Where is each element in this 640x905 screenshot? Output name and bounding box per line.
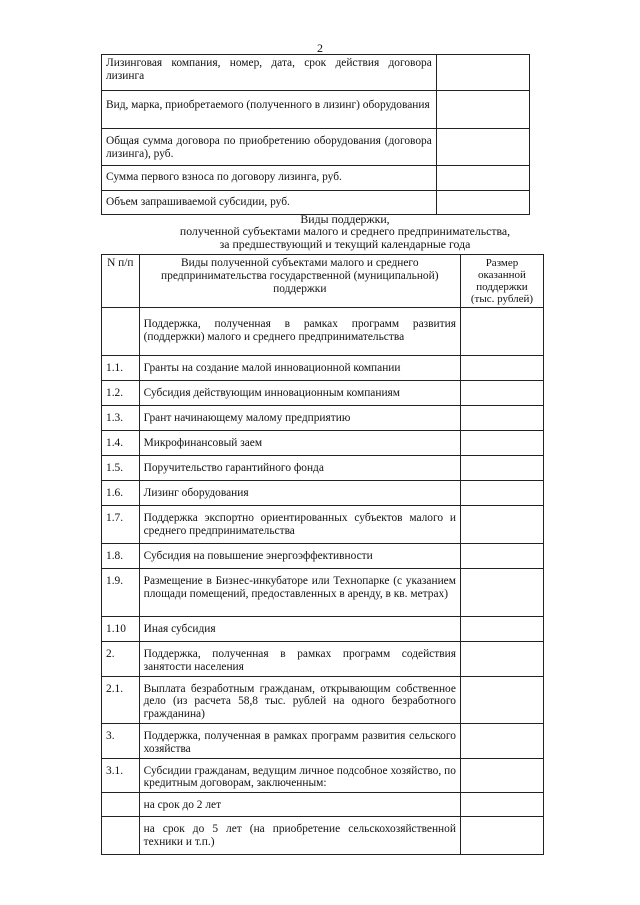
table-row bbox=[102, 381, 544, 406]
support-amount-cell[interactable] bbox=[460, 817, 543, 855]
support-type: Размещение в Бизнес-инкубаторе или Технопарке (с указанием площади помещений, предоставленных в аренду, в кв. метрах) bbox=[139, 569, 460, 617]
support-type: Гранты на создание малой инновационной компании bbox=[139, 356, 460, 381]
support-section-heading bbox=[150, 213, 540, 250]
support-type: Грант начинающему малому предприятию bbox=[139, 406, 460, 431]
table-row bbox=[102, 91, 530, 129]
table-row bbox=[102, 356, 544, 381]
support-amount-cell[interactable] bbox=[460, 456, 543, 481]
row-number: 1.7. bbox=[102, 506, 140, 544]
support-type: Иная субсидия bbox=[139, 617, 460, 642]
support-amount-cell[interactable] bbox=[460, 406, 543, 431]
support-type: Субсидия действующим инновационным компаниям bbox=[139, 381, 460, 406]
support-table bbox=[101, 254, 544, 855]
support-type: Поддержка, полученная в рамках программ развития сельского хозяйства bbox=[139, 723, 460, 758]
row-number: 2.1. bbox=[102, 676, 140, 723]
support-amount-cell[interactable] bbox=[460, 544, 543, 569]
leasing-info-table bbox=[101, 54, 530, 215]
row-number bbox=[102, 817, 140, 855]
row-number: 1.1. bbox=[102, 356, 140, 381]
support-amount-cell[interactable] bbox=[460, 758, 543, 793]
row-label: Вид, марка, приобретаемого (полученного в лизинг) оборудования bbox=[102, 91, 437, 129]
table-row bbox=[102, 676, 544, 723]
heading-line: за предшествующий и текущий календарные года bbox=[219, 236, 471, 251]
table-row bbox=[102, 55, 530, 91]
table-row bbox=[102, 481, 544, 506]
table-row bbox=[102, 308, 544, 356]
table-row bbox=[102, 129, 530, 166]
support-type: Выплата безработным гражданам, открывающим собственное дело (из расчета 58,8 тыс. рублей на одного безработного гражданина) bbox=[139, 676, 460, 723]
support-amount-cell[interactable] bbox=[460, 506, 543, 544]
table-row bbox=[102, 431, 544, 456]
support-amount-cell[interactable] bbox=[460, 793, 543, 817]
table-row bbox=[102, 723, 544, 758]
row-number bbox=[102, 308, 140, 356]
row-number: 1.3. bbox=[102, 406, 140, 431]
support-type: Субсидия на повышение энергоэффективности bbox=[139, 544, 460, 569]
table-row bbox=[102, 642, 544, 677]
table-row bbox=[102, 456, 544, 481]
row-number: 2. bbox=[102, 642, 140, 677]
table-row bbox=[102, 617, 544, 642]
table-row bbox=[102, 191, 530, 215]
header-row bbox=[102, 255, 544, 308]
row-number: 3.1. bbox=[102, 758, 140, 793]
row-number: 3. bbox=[102, 723, 140, 758]
row-number bbox=[102, 793, 140, 817]
table-row bbox=[102, 793, 544, 817]
support-amount-cell[interactable] bbox=[460, 642, 543, 677]
support-type: Лизинг оборудования bbox=[139, 481, 460, 506]
table-row bbox=[102, 406, 544, 431]
table-row bbox=[102, 758, 544, 793]
table-row bbox=[102, 166, 530, 191]
table-row bbox=[102, 817, 544, 855]
heading-line: Виды поддержки, bbox=[300, 212, 390, 226]
support-type: Поддержка экспортно ориентированных субъектов малого и среднего предпринимательства bbox=[139, 506, 460, 544]
page-number: 2 bbox=[317, 41, 323, 55]
support-amount-cell[interactable] bbox=[460, 481, 543, 506]
support-amount-cell[interactable] bbox=[460, 723, 543, 758]
support-amount-cell[interactable] bbox=[460, 431, 543, 456]
support-type: Поручительство гарантийного фонда bbox=[139, 456, 460, 481]
support-type: на срок до 5 лет (на приобретение сельскохозяйственной техники и т.п.) bbox=[139, 817, 460, 855]
row-number: 1.10 bbox=[102, 617, 140, 642]
row-label: Общая сумма договора по приобретению оборудования (договора лизинга), руб. bbox=[102, 129, 437, 166]
value-cell[interactable] bbox=[436, 55, 529, 91]
row-label: Объем запрашиваемой субсидии, руб. bbox=[102, 191, 437, 215]
row-label: Лизинговая компания, номер, дата, срок действия договора лизинга bbox=[102, 55, 437, 91]
row-number: 1.9. bbox=[102, 569, 140, 617]
support-amount-cell[interactable] bbox=[460, 381, 543, 406]
row-number: 1.4. bbox=[102, 431, 140, 456]
support-type: Субсидии гражданам, ведущим личное подсобное хозяйство, по кредитным договорам, заключенным: bbox=[139, 758, 460, 793]
row-number: 1.2. bbox=[102, 381, 140, 406]
value-cell[interactable] bbox=[436, 91, 529, 129]
support-type: Поддержка, полученная в рамках программ содействия занятости населения bbox=[139, 642, 460, 677]
support-amount-cell[interactable] bbox=[460, 569, 543, 617]
row-number: 1.5. bbox=[102, 456, 140, 481]
support-type: Поддержка, полученная в рамках программ развития (поддержки) малого и среднего предпринимательства bbox=[139, 308, 460, 356]
row-number: 1.6. bbox=[102, 481, 140, 506]
support-amount-cell[interactable] bbox=[460, 356, 543, 381]
support-type: Микрофинансовый заем bbox=[139, 431, 460, 456]
table-row bbox=[102, 569, 544, 617]
support-amount-cell[interactable] bbox=[460, 676, 543, 723]
header-size: Размер оказанной поддержки (тыс. рублей) bbox=[460, 255, 543, 308]
header-name: Виды полученной субъектами малого и среднего предпринимательства государственной (муниципальной) поддержки bbox=[139, 255, 460, 308]
row-number: 1.8. bbox=[102, 544, 140, 569]
header-num: N п/п bbox=[102, 255, 140, 308]
table-row bbox=[102, 544, 544, 569]
value-cell[interactable] bbox=[436, 129, 529, 166]
heading-line: полученной субъектами малого и среднего предпринимательства, bbox=[179, 224, 511, 239]
value-cell[interactable] bbox=[436, 191, 529, 215]
value-cell[interactable] bbox=[436, 166, 529, 191]
support-amount-cell[interactable] bbox=[460, 308, 543, 356]
support-amount-cell[interactable] bbox=[460, 617, 543, 642]
table-row bbox=[102, 506, 544, 544]
support-type: на срок до 2 лет bbox=[139, 793, 460, 817]
row-label: Сумма первого взноса по договору лизинга, руб. bbox=[102, 166, 437, 191]
